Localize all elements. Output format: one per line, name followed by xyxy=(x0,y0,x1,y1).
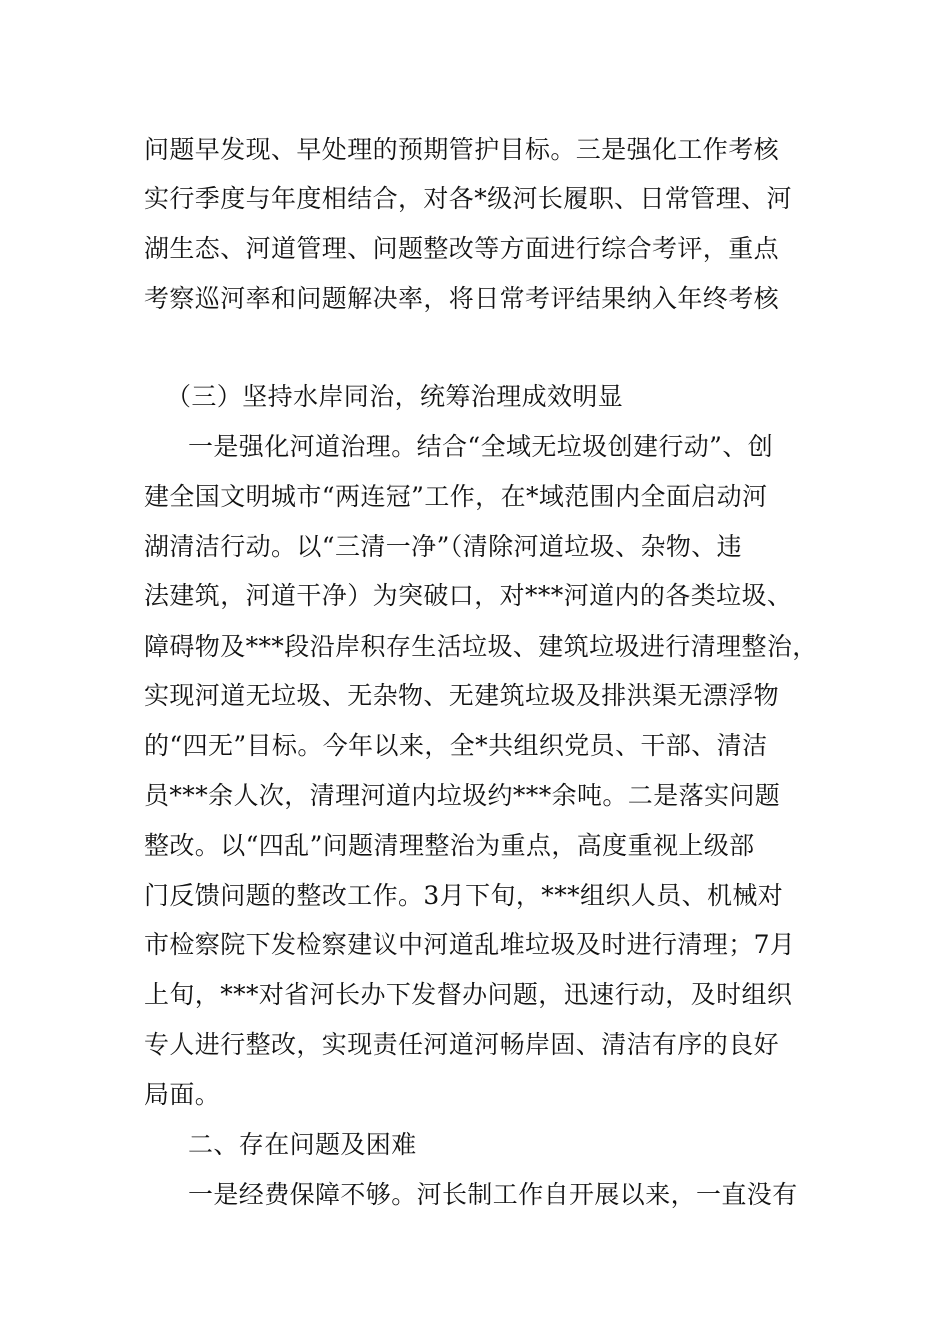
text-line-19: 局面。 xyxy=(144,1080,221,1109)
text-line-11: 实现河道无垃圾、无杂物、无建筑垃圾及排洪渠无漂浮物 xyxy=(144,681,780,710)
text-line-3: 湖生态、河道管理、问题整改等方面进行综合考评，重点 xyxy=(144,234,780,263)
text-line-18: 专人进行整改，实现责任河道河畅岸固、清洁有序的良好 xyxy=(144,1030,780,1059)
text-line-15: 门反馈问题的整改工作。3月下旬，***组织人员、机械对 xyxy=(144,881,784,910)
paragraph-start-line: 一是强化河道治理。结合“全域无垃圾创建行动”、创 xyxy=(188,432,774,461)
text-line-4: 考察巡河率和问题解决率，将日常考评结果纳入年终考核 xyxy=(144,284,780,313)
text-line-9: 法建筑，河道干净）为突破口，对***河道内的各类垃圾、 xyxy=(144,581,793,610)
section-heading-2: 二、存在问题及困难 xyxy=(188,1130,417,1159)
text-line-14: 整改。以“四乱”问题清理整治为重点，高度重视上级部 xyxy=(144,831,755,860)
text-line-17: 上旬，***对省河长办下发督办问题，迅速行动，及时组织 xyxy=(144,980,793,1009)
text-line-8: 湖清洁行动。以“三清一净”（清除河道垃圾、杂物、违 xyxy=(144,532,743,561)
text-line-21: 一是经费保障不够。河长制工作自开展以来，一直没有 xyxy=(188,1180,798,1209)
text-line-2: 实行季度与年度相结合，对各*级河长履职、日常管理、河 xyxy=(144,184,792,213)
text-line-13: 员***余人次，清理河道内垃圾约***余吨。二是落实问题 xyxy=(144,781,781,810)
text-line-10: 障碍物及***段沿岸积存生活垃圾、建筑垃圾进行清理整治， xyxy=(144,632,818,661)
section-heading-3: （三）坚持水岸同治，统筹治理成效明显 xyxy=(166,382,624,411)
text-line-16: 市检察院下发检察建议中河道乱堆垃圾及时进行清理；7月 xyxy=(144,930,796,959)
text-line-1: 问题早发现、早处理的预期管护目标。三是强化工作考核 xyxy=(144,135,780,164)
text-line-7: 建全国文明城市“两连冠”工作，在*域范围内全面启动河 xyxy=(144,482,768,511)
text-line-12: 的“四无”目标。今年以来，全*共组织党员、干部、清洁 xyxy=(144,731,768,760)
